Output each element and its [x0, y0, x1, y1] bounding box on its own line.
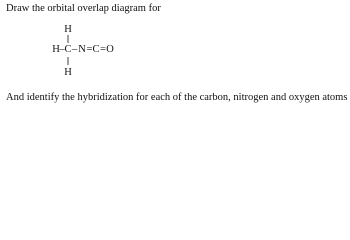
question-line-2: And identify the hybridization for each of the carbon, nitrogen and oxygen atoms [6, 92, 348, 103]
bond-n-c-double: = [86, 44, 93, 55]
atom-c: C [64, 44, 72, 55]
question-line-1: Draw the orbital overlap diagram for [6, 3, 161, 14]
atom-h-bottom: H [64, 67, 72, 78]
atom-h-top: H [64, 24, 72, 35]
atom-h-left: H [52, 44, 60, 55]
atom-n: N [78, 44, 86, 55]
bond-c-o-double: = [100, 44, 106, 55]
bond-c-n: – [71, 44, 78, 55]
bond-h-c: – [59, 44, 65, 55]
atom-o: O [106, 44, 114, 55]
atom-c2: C [92, 44, 100, 55]
